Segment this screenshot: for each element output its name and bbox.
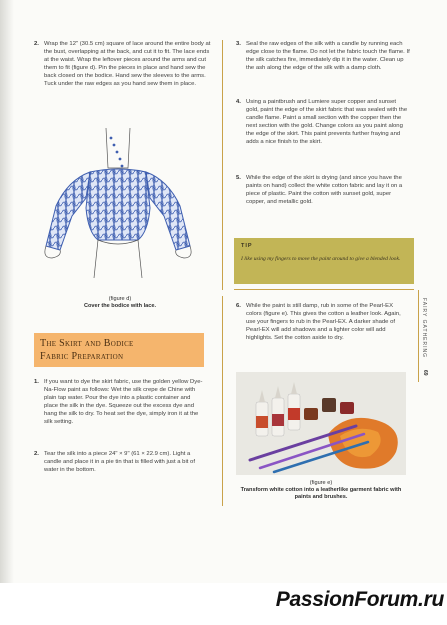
figure-d-caption-text: Cover the bodice with lace. — [83, 303, 157, 310]
right-step-3 — [236, 40, 410, 72]
step-number: 2. — [34, 451, 39, 457]
tip-text: I like using my fingers to move the paint around to give a blended look. — [241, 256, 401, 262]
section-heading-line-1: The Skirt and Bodice — [40, 338, 134, 349]
section-heading — [40, 337, 204, 363]
step-text: Wrap the 12" (30.5 cm) square of lace around the entire body at the bust, overlapping at the back, and cut it to fit. The lace ends at the waist. Wrap the leftover pieces around the arms and cut them to fit (figure d). Pin the pieces in place and hand sew the back closed on the bodice. Hand sew the sleeves to the arms. Tuck under the raw edges as you hand sew them in place. — [44, 41, 211, 88]
step-number: 3. — [236, 41, 241, 47]
paints-and-brushes-image — [236, 372, 406, 475]
page-spine-shadow — [0, 0, 14, 625]
right-step-5 — [236, 174, 410, 206]
watermark: PassionForum.ru — [275, 588, 444, 611]
figure-d-label: (figure d) — [108, 296, 132, 302]
step-number: 1. — [34, 379, 39, 385]
figure-e-caption — [236, 480, 406, 502]
step-text: If you want to dye the skirt fabric, use the golden yellow Dye-Na-Flow paint as follows: Wet the silk crepe de Chine with plain tap water. Pour the dye into a plastic container and place the silk in the dye. Squeeze out the excess dye and hang the silk to dry. To heat set the dye, simply iron it at the silk setting. — [44, 379, 203, 426]
column-divider — [222, 40, 223, 290]
step-text: While the paint is still damp, rub in some of the Pearl-EX colors (figure e). This gives the cotton a leather look. Again, use your fingers to rub in the Pearl-EX. A darker shade of Pearl-EX will add shadows and a lighter color will add highlights. Set the cotton aside to dry. — [246, 303, 401, 342]
step-number: 4. — [236, 99, 241, 105]
figure-d-caption — [60, 296, 180, 310]
chapter-title: FAIRY GATHERING — [421, 298, 427, 359]
tip-rule — [234, 289, 414, 290]
step-number: 6. — [236, 303, 241, 309]
right-step-4 — [236, 98, 410, 147]
step-text: While the edge of the skirt is drying (and since you have the paints on hand) collect the white cotton fabric and lay it on a piece of plastic. Paint the cotton with sunset gold, super copper, and metallic gold. — [246, 175, 403, 206]
left-step-1 — [34, 378, 204, 427]
figure-e-photo — [236, 372, 406, 475]
left-step-2b — [34, 450, 204, 474]
step-text: Tear the silk into a piece 24" × 9" (61 × 22.9 cm). Light a candle and place it in a pie tin that is filled with just a bit of water in the bottom. — [44, 451, 195, 474]
step-number: 5. — [236, 175, 241, 181]
left-step-2 — [34, 40, 212, 89]
figure-d-lace-bodice-image — [38, 128, 198, 296]
figure-e-label: (figure e) — [309, 480, 333, 486]
step-text: Seal the raw edges of the silk with a candle by running each edge close to the flame. Do not let the fabric touch the flame. If the silk catches fire, immediately dip it in the water. Clean up the ash along the edge of the silk with a damp cloth. — [246, 41, 410, 72]
page-number: 69 — [422, 370, 428, 376]
step-number: 2. — [34, 41, 39, 47]
section-heading-line-2: Fabric Preparation — [40, 351, 124, 362]
column-divider-lower — [222, 296, 223, 506]
tip-label: TIP — [241, 243, 253, 249]
figure-e-caption-text: Transform white cotton into a leatherlike garment fabric with paints and brushes. — [240, 487, 402, 501]
right-step-6 — [236, 302, 410, 342]
step-text: Using a paintbrush and Lumiere super copper and sunset gold, paint the edge of the skirt fabric that was sealed with the candle flame. Paint a small section with the copper then the next section with the gold. Change colors as you paint along the edge of the skirt. This paint prevents further fraying and adds a nice finish to the skirt. — [246, 99, 408, 146]
